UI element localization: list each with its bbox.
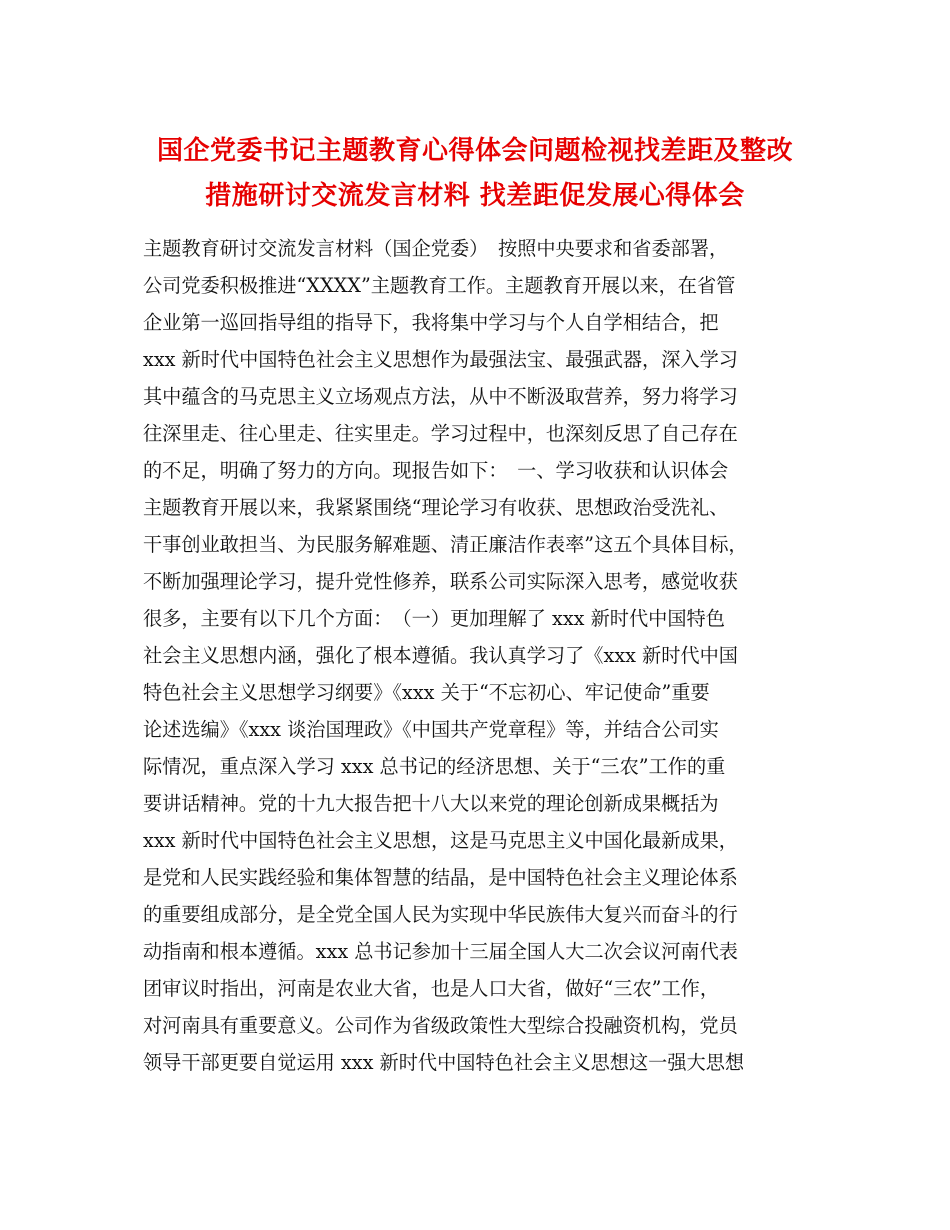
- body-line-8: 主题教育开展以来，我紧紧围绕“理论学习有收获、思想政治受洗礼、: [143, 496, 729, 519]
- body-line-10: 不断加强理论学习，提升党性修养，联系公司实际深入思考，感觉收获: [143, 570, 738, 593]
- body-line-21: 团审议时指出，河南是农业大省，也是人口大省，做好“三农”工作，: [143, 977, 720, 1000]
- body-line-11: 很多，主要有以下几个方面： （一）更加理解了 xxx 新时代中国特色: [143, 607, 725, 630]
- body-line-15: 际情况，重点深入学习 xxx 总书记的经济思想、关于“三农”工作的重: [143, 755, 726, 778]
- body-line-23: 领导干部更要自觉运用 xxx 新时代中国特色社会主义思想这一强大思想: [143, 1051, 745, 1074]
- body-line-3: 企业第一巡回指导组的指导下，我将集中学习与个人自学相结合，把: [143, 311, 719, 334]
- body-line-5: 其中蕴含的马克思主义立场观点方法，从中不断汲取营养，努力将学习: [143, 385, 738, 408]
- body-line-9: 干事创业敢担当、为民服务解难题、清正廉洁作表率”这五个具体目标，: [143, 533, 748, 556]
- body-line-14: 论述选编》《xxx 谈治国理政》《中国共产党章程》等，并结合公司实: [143, 718, 719, 741]
- body-line-1: 主题教育研讨交流发言材料（国企党委） 按照中央要求和省委部署，: [143, 237, 729, 260]
- body-line-20: 动指南和根本遵循。xxx 总书记参加十三届全国人大二次会议河南代表: [143, 940, 738, 963]
- body-line-7: 的不足，明确了努力的方向。现报告如下： 一、学习收获和认识体会: [143, 459, 729, 482]
- body-line-18: 是党和人民实践经验和集体智慧的结晶，是中国特色社会主义理论体系: [143, 866, 738, 889]
- body-line-4: xxx 新时代中国特色社会主义思想作为最强法宝、最强武器，深入学习: [143, 348, 738, 371]
- document-title-line-1: 国企党委书记主题教育心得体会问题检视找差距及整改: [156, 136, 793, 166]
- body-line-22: 对河南具有重要意义。公司作为省级政策性大型综合投融资机构，党员: [143, 1014, 738, 1037]
- body-line-12: 社会主义思想内涵，强化了根本遵循。我认真学习了《xxx 新时代中国: [143, 644, 738, 667]
- document-title-line-2: 措施研讨交流发言材料 找差距促发展心得体会: [205, 181, 745, 211]
- body-line-2: 公司党委积极推进“XXXX”主题教育工作。主题教育开展以来，在省管: [143, 274, 736, 297]
- body-line-19: 的重要组成部分，是全党全国人民为实现中华民族伟大复兴而奋斗的行: [143, 903, 738, 926]
- body-line-17: xxx 新时代中国特色社会主义思想，这是马克思主义中国化最新成果，: [143, 829, 738, 852]
- body-line-6: 往深里走、往心里走、往实里走。学习过程中，也深刻反思了自己存在: [143, 422, 738, 445]
- body-line-13: 特色社会主义思想学习纲要》《xxx 关于“不忘初心、牢记使命”重要: [143, 681, 710, 704]
- body-line-16: 要讲话精神。党的十九大报告把十八大以来党的理论创新成果概括为: [143, 792, 719, 815]
